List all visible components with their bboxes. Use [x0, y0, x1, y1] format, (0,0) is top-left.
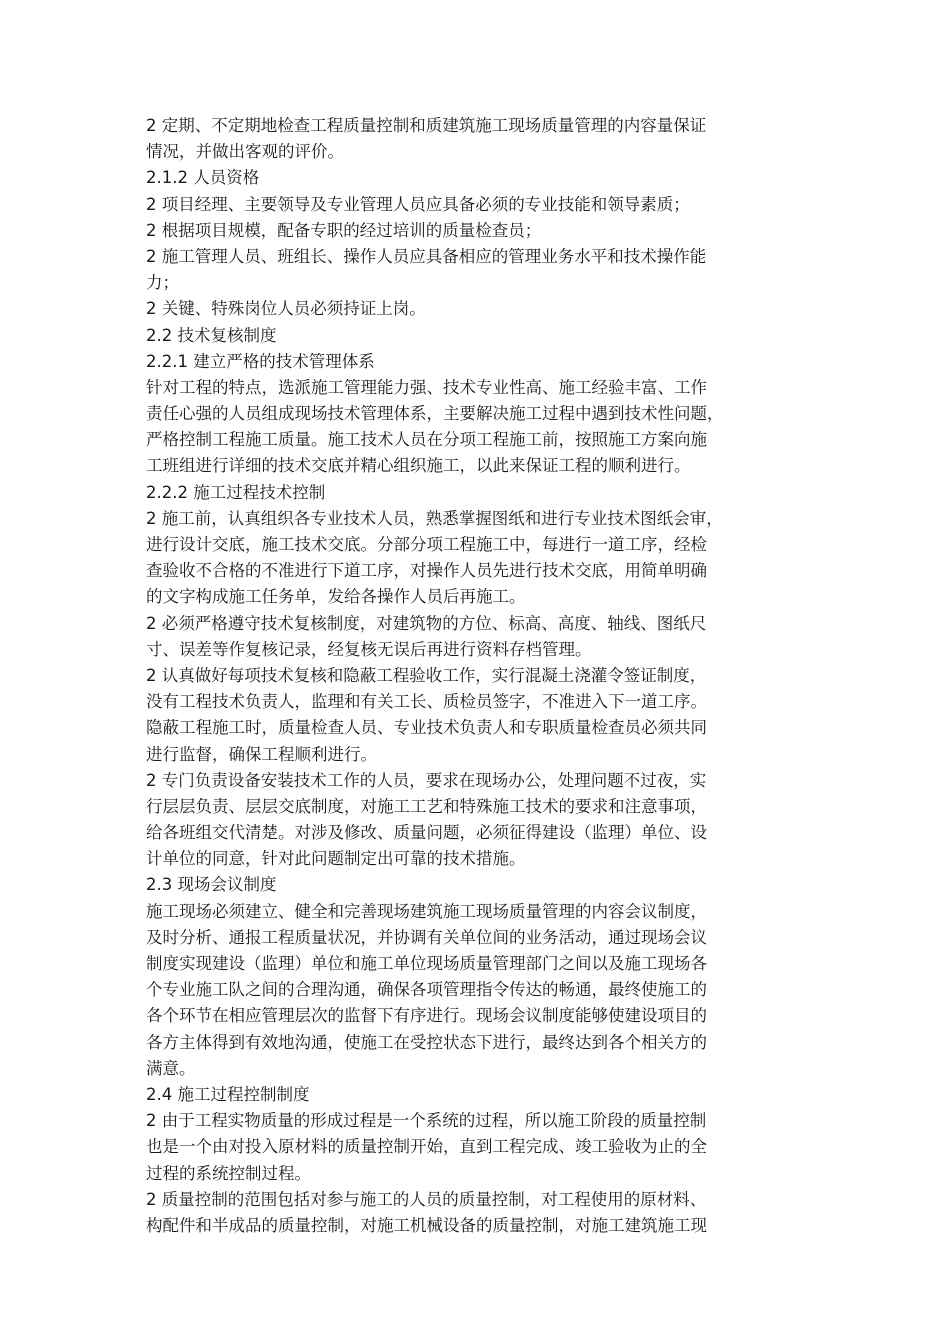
- text-line: 2 质量控制的范围包括对参与施工的人员的质量控制，对工程使用的原材料、: [146, 1189, 707, 1209]
- text-line: 给各班组交代清楚。对涉及修改、质量问题，必须征得建设（监理）单位、设: [146, 823, 707, 843]
- text-line: 制度实现建设（监理）单位和施工单位现场质量管理部门之间以及施工现场各: [146, 954, 707, 973]
- text-line: 工班组进行详细的技术交底并精心组织施工，以此来保证工程的顺利进行。: [146, 456, 691, 476]
- text-line: 查验收不合格的不准进行下道工序，对操作人员先进行技术交底，用简单明确: [146, 561, 707, 581]
- text-line: 隐蔽工程施工时，质量检查人员、专业技术负责人和专职质量检查员必须共同: [146, 718, 707, 738]
- text-line: 责任心强的人员组成现场技术管理体系，主要解决施工过程中遇到技术性问题，: [146, 404, 724, 424]
- text-line: 也是一个由对投入原材料的质量控制开始，直到工程完成、竣工验收为止的全: [146, 1137, 707, 1157]
- text-line: 2 认真做好每项技术复核和隐蔽工程验收工作，实行混凝土浇灌令签证制度，: [146, 665, 707, 685]
- text-line: 针对工程的特点，选派施工管理能力强、技术专业性高、施工经验丰富、工作: [146, 377, 707, 397]
- document-body: [146, 113, 826, 1239]
- text-line: 2 专门负责设备安装技术工作的人员，要求在现场办公，处理问题不过夜，实: [146, 770, 707, 790]
- section-heading: 2.2.2 施工过程技术控制: [146, 482, 326, 502]
- text-line: 2 关键、特殊岗位人员必须持证上岗。: [146, 299, 426, 319]
- text-line: 2 项目经理、主要领导及专业管理人员应具备必须的专业技能和领导素质；: [146, 194, 690, 214]
- text-line: 及时分析、通报工程质量状况，并协调有关单位间的业务活动，通过现场会议: [146, 927, 707, 947]
- text-line: 2 定期、不定期地检查工程质量控制和质建筑施工现场质量管理的内容量保证: [146, 116, 707, 135]
- section-heading: 2.2 技术复核制度: [146, 325, 277, 345]
- section-heading: 2.3 现场会议制度: [146, 875, 277, 895]
- section-heading: 2.2.1 建立严格的技术管理体系: [146, 351, 375, 371]
- text-line: 计单位的同意，针对此问题制定出可靠的技术措施。: [146, 849, 526, 869]
- text-line: 个专业施工队之间的合理沟通，确保各项管理指令传达的畅通，最终使施工的: [146, 980, 707, 1000]
- text-line: 过程的系统控制过程。: [146, 1163, 311, 1183]
- text-line: 各个环节在相应管理层次的监督下有序进行。现场会议制度能够使建设项目的: [146, 1006, 707, 1026]
- text-line: 情况，并做出客观的评价。: [146, 142, 344, 162]
- text-line: 满意。: [146, 1058, 196, 1078]
- text-line: 2 施工管理人员、班组长、操作人员应具备相应的管理业务水平和技术操作能: [146, 246, 707, 266]
- text-line: 2 必须严格遵守技术复核制度，对建筑物的方位、标高、高度、轴线、图纸尺: [146, 613, 707, 633]
- text-line: 行层层负责、层层交底制度，对施工工艺和特殊施工技术的要求和注意事项，: [146, 796, 707, 816]
- text-line: 2 由于工程实物质量的形成过程是一个系统的过程，所以施工阶段的质量控制: [146, 1111, 707, 1131]
- text-line: 2 根据项目规模，配备专职的经过培训的质量检查员；: [146, 220, 542, 240]
- text-line: 力；: [146, 273, 179, 293]
- section-heading: 2.4 施工过程控制制度: [146, 1084, 310, 1104]
- text-line: 2 施工前，认真组织各专业技术人员，熟悉掌握图纸和进行专业技术图纸会审，: [146, 508, 723, 528]
- text-line: 没有工程技术负责人，监理和有关工长、质检员签字，不准进入下一道工序。: [146, 692, 707, 712]
- text-line: 进行监督，确保工程顺利进行。: [146, 744, 377, 764]
- text-line: 各方主体得到有效地沟通，使施工在受控状态下进行，最终达到各个相关方的: [146, 1032, 707, 1052]
- section-heading: 2.1.2 人员资格: [146, 168, 260, 188]
- text-line: 严格控制工程施工质量。施工技术人员在分项工程施工前，按照施工方案向施: [146, 430, 707, 450]
- text-line: 构配件和半成品的质量控制，对施工机械设备的质量控制，对施工建筑施工现: [146, 1215, 707, 1235]
- text-line: 寸、误差等作复核记录，经复核无误后再进行资料存档管理。: [146, 639, 592, 659]
- text-line: 的文字构成施工任务单，发给各操作人员后再施工。: [146, 587, 526, 607]
- text-line: 施工现场必须建立、健全和完善现场建筑施工现场质量管理的内容会议制度，: [146, 901, 707, 921]
- text-line: 进行设计交底，施工技术交底。分部分项工程施工中，每进行一道工序，经检: [146, 535, 707, 554]
